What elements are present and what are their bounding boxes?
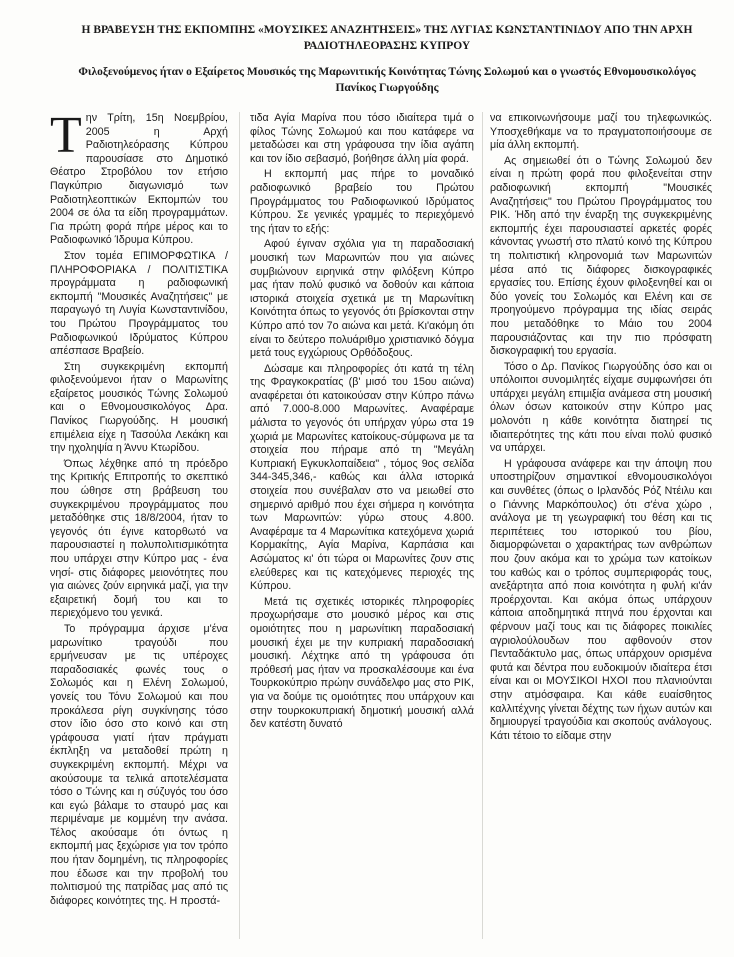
- paragraph: Όπως λέχθηκε από τη πρόεδρο της Κριτικής Επιτροπής το σκεπτικό που ώθησε στη βράβευση του συγκεκριμένου προγράμματος που μεταδόθηκε στις 18/8/2004, ήταν το γεγονός ότι έγινε κατορθωτό να παρουσιαστεί η πολυπολιτισμικότητα που υπάρχει στην Κύπρο μας - ένα νησί- στις διάφορες μειονότητες που για αιώνες ζούν ειρηνικά μαζί, για την εξαιρετική δομή του και το περιεχόμενο του γενικά.: [50, 457, 228, 620]
- paragraph: Ας σημειωθεί ότι ο Τώνης Σολωμού δεν είναι η πρώτη φορά που φιλοξενείται στην ραδιοφωνική εκπομπή "Μουσικές Αναζητήσεις" του Πρώτου Προγράμματος του ΡΙΚ. Ήδη από την έναρξη της συγκεκριμένης εκπομπής έχει παρουσιαστεί αρκετές φορές κάνοντας γνωστή στο πλατύ κοινό της Κύπρου τη πολιτιστική κληρονομιά των Μαρωνιτών μέσα από τις διάφορες δισκογραφικές εργασίες του. Επίσης έχουν φιλοξενηθεί και οι δύο γονείς του Σολωμός και Ελένη και σε προηγούμενο πρόγραμμα της ιδίας σειράς που μεταδόθηκε το Μάιο του 2004 παρουσιάζοντας και την πιο πρόσφατη δισκογραφική του εργασία.: [490, 154, 712, 358]
- column-3: [490, 112, 712, 947]
- paragraph: Δώσαμε και πληροφορίες ότι κατά τη τέλη της Φραγκοκρατίας (β' μισό του 15ου αιώνα) αναφέρεται ότι κατοικούσαν στην Κύπρο πάνω από 7.000-8.000 Μαρωνίτες. Αναφέραμε μάλιστα το γεγονός ότι υπήρχαν γύρω στα 19 χωριά με Μαρωνίτες κατοίκους-σύμφωνα με τα στοιχεία που πήραμε από τη "Μεγάλη Κυπριακή Εγκυκλοπαίδεια" , τόμος 9ος σελίδα 344-345,346,- καθώς και άλλα ιστορικά στοιχεία που συνέβαλαν στο να μειωθεί στο σημερινό αριθμό που έχει σήμερα η κοινότητα των Μαρωνιτών: γύρω στους 4.800. Αναφέραμε τα 4 Μαρωνίτικα κατεχόμενα χωριά Κορμακίτης, Αγία Μαρίνα, Καρπάσια και Ασώματος κι' ότι τώρα οι Μαρωνίτες ζουν στις ελεύθερες και τις κατεχόμενες περιοχές της Κύπρου.: [250, 362, 474, 593]
- paragraph: τιδα Αγία Μαρίνα που τόσο ιδιαίτερα τιμά ο φίλος Τώνης Σολωμού και που κατάφερε να μεταδώσει και στη γράφουσα την ίδια αγάπη και τον ίδιο σεβασμό, βοήθησε άλλη μία φορά.: [250, 112, 474, 165]
- paragraph: Μετά τις σχετικές ιστορικές πληροφορίες προχωρήσαμε στο μουσικό μέρος και στις ομοιότητες που η μαρωνίτικη παραδοσιακή μουσική έχει με την κυπριακή παραδοσιακή μουσική. Λέχτηκε από τη γράφουσα ότι πρόθεσή μας ήταν να προσκαλέσουμε και ένα Τουρκοκύπριο πρώην συνάδελφο μας στο ΡΙΚ, για να δούμε τις ομοιότητες που υπάρχουν και στην τουρκοκυπριακή δημοτική μουσική αλλά δεν κατέστη δυνατό: [250, 595, 474, 731]
- paragraph: να επικοινωνήσουμε μαζί του τηλεφωνικώς. Υποσχεθήκαμε να το πραγματοποιήσουμε σε μία άλλη εκπομπή.: [490, 112, 712, 152]
- paragraph: Η εκπομπή μας πήρε το μοναδικό ραδιοφωνικό βραβείο του Πρώτου Προγράμματος του Ραδιοφωνικού Ιδρύματος Κύπρου. Σε γενικές γραμμές το περιεχόμενό της ήταν το εξής:: [250, 168, 474, 235]
- paragraph: Το πρόγραμμα άρχισε μ'ένα μαρωνίτικο τραγούδι που ερμήνευσαν με τις υπέροχες παραδοσιακές φωνές τους ο Σολωμός και η Ελένη Σολωμού, γονείς του Τόνυ Σολωμού και που προκάλεσα ρίγη συγκίνησης τόσο στον ίδιο όσο στο κοινό και στη γράφουσα γιατί ήταν πράγματι έκπληξη να μεταδοθεί πρώτη η συγκεκριμένη εκπομπή. Μέχρι να ακούσουμε τα τελικά αποτελέσματα τόσο ο Τώνης και η σύζυγός του όσο και εγώ βάλαμε το σταυρό μας και περιμέναμε με κομμένη την ανάσα. Τέλος ακούσαμε ότι όντως η εκπομπή μας ξεχώρισε για τον τρόπο που ήταν δομημένη, τις πληροφορίες που έδωσε και την προβολή του πολιτισμού της πατρίδας μας από τις διάφορες κοινότητες της. Η προστά-: [50, 622, 228, 907]
- paragraph: Στη συγκεκριμένη εκπομπή φιλοξενούμενοι ήταν ο Μαρωνίτης εξαίρετος μουσικός Τώνης Σολωμού και ο Εθνομουσικολόγος Δρα. Πανίκος Γιωργούδης. Η μουσική επιμέλεια είχε η Τασούλα Λεκάκη και την ηχοληψία η Άννυ Κτωρίδου.: [50, 360, 228, 455]
- column-divider: [482, 112, 483, 939]
- article-subtitle: Φιλοξενούμενος ήταν ο Εξαίρετος Μουσικός της Μαρωνιτικής Κοινότητας Τώνης Σολωμού και ο γνωστός Εθνομουσικολόγος Πανίκος Γιωργούδης: [78, 66, 696, 94]
- column-1: [50, 112, 228, 947]
- column-divider: [239, 112, 240, 939]
- paragraph: Η γράφουσα ανάφερε και την άποψη που υποστηρίζουν σημαντικοί εθνομουσικολόγοι και συνθέτες (όπως ο Ιρλανδός Ρόζ Ντέιλυ και ο Γιάννης Μαρκόπουλος) ότι σ'ένα χώρο , ανάλογα με τη γεωγραφική του θέση και τις περιπέτειες του ιστορικού του βίου, διαμορφώνεται ο χαρακτήρας των ανθρώπων που ζουν ακόμα και το χρώμα των κατοίκων του καθώς και ο τρόπος συμπεριφοράς τους, ανεξάρτητα από ποια κοινότητα η φυλή κι'άν προέρχονται. Και ακόμα όπως υπάρχουν κάποια αποδημητικά πτηνά που έρχονται και φέρνουν μαζί τους και τις διάφορες ποικιλίες αγριολούλουδων που αφθονούν στον Πενταδάκτυλο μας, όπως υπάρχουν ορισμένα φυτά και δέντρα που ευδοκιμούν ιδιαίτερα έτσι είναι και οι ΜΟΥΣΙΚΟΙ ΗΧΟΙ που πλανιούνται στην ατμόσφαιρα. Και κάθε ευαίσθητος καλλιτέχνης γίνεται δέχτης των ήχων αυτών και δημιουργεί τραγούδια και σκοπούς ανάλογους. Κάτι τέτοιο το είδαμε στην: [490, 457, 712, 742]
- paragraph: Τόσο ο Δρ. Πανίκος Γιωργούδης όσο και οι υπόλοιποι συνομιλητές είχαμε συμφωνήσει ότι υπάρχει μεγάλη επιμιξία ανάμεσα στη μουσική όλων όσων κατοικούν στην Κύπρο μας μολονότι η κάθε κοινότητα διατηρεί τις ιδιαιτερότητες της κάτι που είναι πολύ φυσικό να υπάρχει.: [490, 360, 712, 455]
- article-title: Η ΒΡΑΒΕΥΣΗ ΤΗΣ ΕΚΠΟΜΠΗΣ «ΜΟΥΣΙΚΕΣ ΑΝΑΖΗΤΗΣΕΙΣ» ΤΗΣ ΛΥΓΙΑΣ ΚΩΝΣΤΑΝΤΙΝΙΔΟΥ ΑΠΟ ΤΗΝ ΑΡΧΗ ΡΑΔΙΟΤΗΛΕΟΡΑΣΗΣ ΚΥΠΡΟΥ: [81, 24, 693, 52]
- paragraph: Στον τομέα ΕΠΙΜΟΡΦΩΤΙΚΑ / ΠΛΗΡΟΦΟΡΙΑΚΑ / ΠΟΛΙΤΙΣΤΙΚΑ προγράμματα η ραδιοφωνική εκπομπή "Μουσικές Αναζητήσεις" με παραγωγό τη Λυγία Κωνσταντινίδου, του Πρώτου Προγράμματος του Ραδιοφωνικού Ιδρύματος Κύπρου απέσπασε Βραβείο.: [50, 249, 228, 358]
- column-2: [250, 112, 474, 947]
- drop-cap: Τ: [50, 112, 82, 164]
- paragraph: Την Τρίτη, 15η Νοεμβρίου, 2005 η Αρχή Ραδιοτηλεόρασης Κύπρου παρουσίασε στο Δημοτικό Θέατρο Στροβόλου τον ετήσιο Παγκύπριο διαγωνισμό των Ραδιοτηλεοπτικών Εκπομπών του 2004 σε όλα τα είδη προγραμμάτων. Για πρώτη φορά πήρε μέρος και το Ραδιοφωνικό Ίδρυμα Κύπρου.: [50, 112, 228, 247]
- paragraph: Αφού έγιναν σχόλια για τη παραδοσιακή μουσική των Μαρωνιτών που για αιώνες συμβιώνουν ειρηνικά στην φιλόξενη Κύπρο μας ήταν πολύ φυσικό να δοθούν και κάποια ιστορικά στοιχεία σχετικά με τη Μαρωνίτικη Κοινότητα όπως το γεγονός ότι βρίσκονται στην Κύπρο από τον 7ο αιώνα και μετά. Κι'ακόμη ότι είναι το δεύτερο πολυάριθμο χριστιανικό δόγμα μετά τους εγχώριους Ορθόδοξους.: [250, 238, 474, 360]
